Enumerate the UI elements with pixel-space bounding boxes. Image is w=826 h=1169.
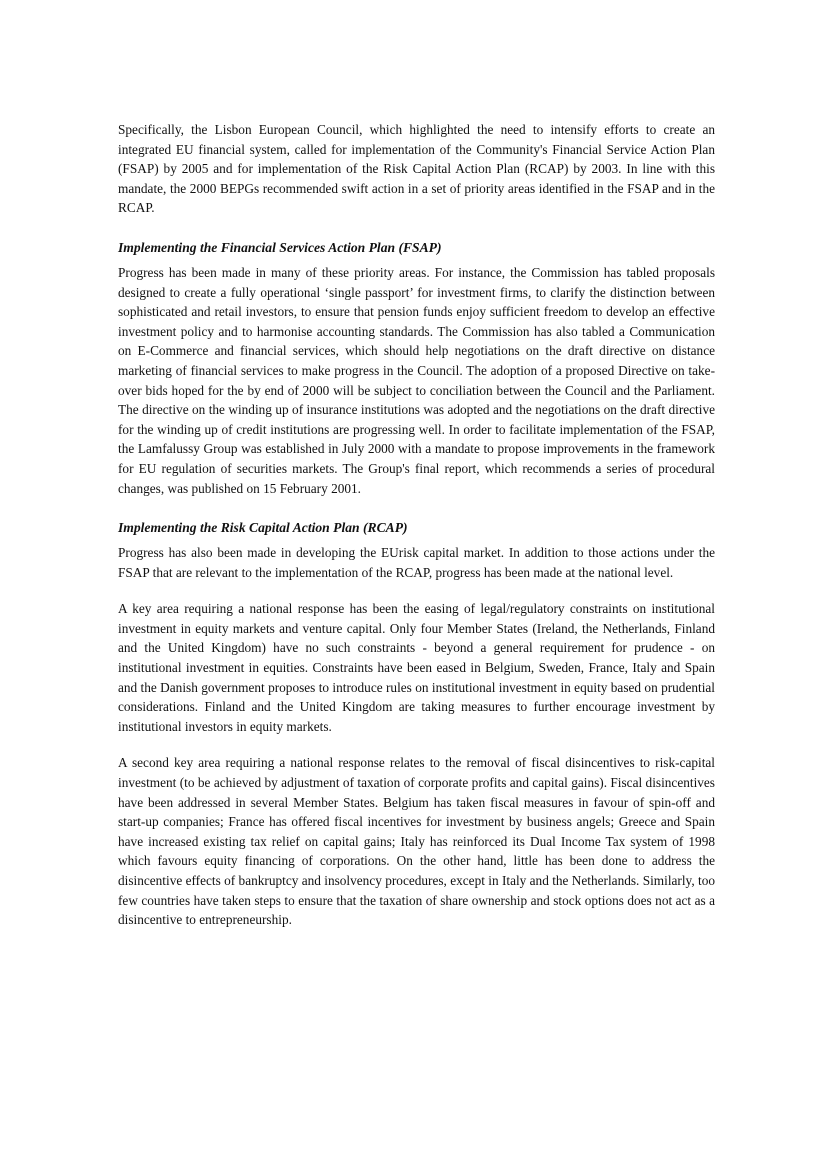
section-heading-fsap: Implementing the Financial Services Action Plan (FSAP) — [118, 239, 442, 255]
section-heading-rcap: Implementing the Risk Capital Action Plan (RCAP) — [118, 520, 408, 536]
fsap-paragraph: Progress has been made in many of these priority areas. For instance, the Commission has tabled proposals designed to create a fully operational ‘single passport’ for investment firms, to clarify the distinction between sophisticated and retail investors, to ensure that pension funds enjoy sufficient freedom to develop an effective investment policy and to harmonise accounting standards. The Commission has also tabled a Communication on E-Commerce and financial services, which should help negotiations on the draft directive on distance marketing of financial services to make progress in the Council. The adoption of a proposed Directive on take-over bids hoped for the by end of 2000 will be subject to conciliation between the Council and the Parliament. The directive on the winding up of insurance institutions was adopted and the negotiations on the draft directive for the winding up of credit institutions are progressing well. In order to facilitate implementation of the FSAP, the Lamfalussy Group was established in July 2000 with a mandate to propose improvements in the framework for EU regulation of securities markets. The Group's final report, which recommends a series of procedural changes, was published on 15 February 2001. — [118, 264, 715, 496]
rcap-paragraph-fiscal-disincentives: A second key area requiring a national response relates to the removal of fiscal disincentives to risk-capital investment (to be achieved by adjustment of taxation of corporate profits and capital gains). Fiscal disincentives have been addressed in several Member States. Belgium has taken fiscal measures in favour of spin-off and start-up companies; France has offered fiscal incentives for investment by business angels; Greece and Spain have increased existing tax relief on capital gains; Italy has reinforced its Dual Income Tax system of 1998 which favours equity financing of corporations. On the other hand, little has been done to address the disincentive effects of bankruptcy and insolvency procedures, except in Italy and the Netherlands. Similarly, too few countries have taken steps to ensure that the taxation of share ownership and stock options does not act as a disincentive to entrepreneurship. — [118, 755, 715, 928]
document-page — [118, 120, 715, 930]
rcap-paragraph-legal-constraints: A key area requiring a national response has been the easing of legal/regulatory constraints on institutional investment in equity markets and venture capital. Only four Member States (Ireland, the Netherlands, Finland and the United Kingdom) have no such constraints - beyond a general requirement for prudence - on institutional investment in equities. Constraints have been eased in Belgium, Sweden, France, Italy and Spain and the Danish government proposes to introduce rules on institutional investment in equity based on prudential considerations. Finland and the United Kingdom are taking measures to further encourage investment by institutional investors in equity markets. — [118, 601, 715, 734]
rcap-paragraph-progress: Progress has also been made in developing the EUrisk capital market. In addition to those actions under the FSAP that are relevant to the implementation of the RCAP, progress has been made at the national level. — [118, 545, 715, 580]
intro-paragraph: Specifically, the Lisbon European Council, which highlighted the need to intensify efforts to create an integrated EU financial system, called for implementation of the Community's Financial Service Action Plan (FSAP) by 2005 and for implementation of the Risk Capital Action Plan (RCAP) by 2003. In line with this mandate, the 2000 BEPGs recommended swift action in a set of priority areas identified in the FSAP and in the RCAP. — [118, 122, 715, 216]
